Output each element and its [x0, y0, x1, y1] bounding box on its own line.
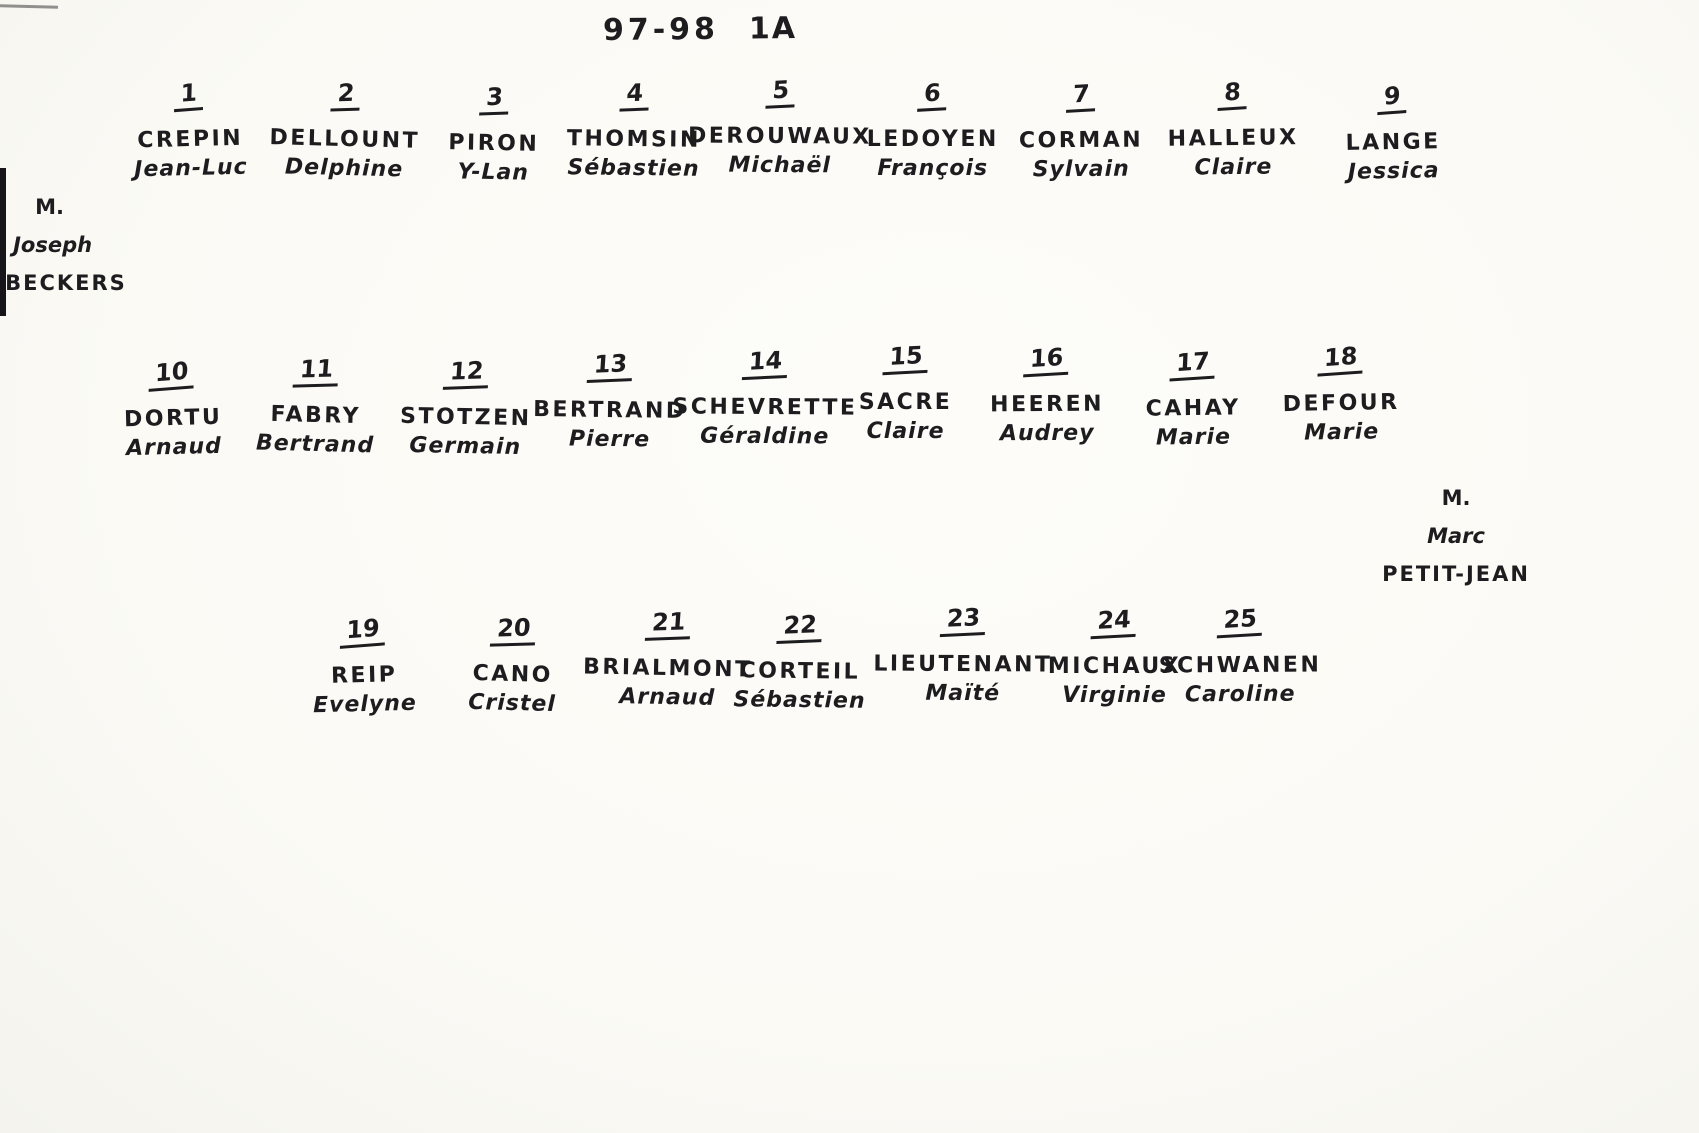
student-firstname: Germain — [408, 432, 521, 460]
seat-number: 14 — [741, 346, 788, 380]
seat-number: 10 — [149, 356, 195, 392]
student-surname: BERTRAND — [532, 397, 687, 425]
student-firstname: Sylvain — [1032, 157, 1130, 183]
student-surname: MICHAUX — [1047, 654, 1182, 680]
student-firstname: Marie — [1303, 419, 1379, 446]
student-entry — [310, 614, 416, 719]
student-surname: FABRY — [270, 401, 362, 429]
teacher-right — [1382, 479, 1530, 593]
seat-number: 21 — [645, 608, 693, 642]
teacher-left-line: BECKERS — [5, 271, 127, 296]
student-surname: SACRE — [858, 390, 953, 416]
student-entry — [989, 344, 1103, 447]
student-entry — [1145, 347, 1241, 450]
seat-number: 22 — [777, 610, 824, 644]
student-entry — [867, 79, 999, 181]
seat-number: 5 — [765, 75, 796, 108]
seat-number: 16 — [1023, 343, 1070, 378]
student-surname: LIEUTENANT — [873, 651, 1053, 678]
student-firstname: Caroline — [1185, 681, 1296, 708]
student-firstname: Y-Lan — [457, 159, 530, 186]
student-surname: HALLEUX — [1168, 125, 1300, 152]
seat-number: 8 — [1218, 77, 1248, 111]
student-surname: DEFOUR — [1282, 390, 1400, 418]
student-surname: CORMAN — [1018, 128, 1143, 154]
seat-number: 24 — [1091, 605, 1138, 640]
student-surname: CANO — [472, 661, 554, 689]
student-firstname: Bertrand — [255, 430, 375, 459]
student-entry — [132, 78, 248, 183]
student-firstname: Virginie — [1062, 683, 1167, 709]
student-entry — [1167, 77, 1299, 181]
seat-number: 19 — [340, 613, 386, 649]
seat-number: 13 — [587, 349, 634, 383]
seat-number: 11 — [293, 354, 341, 387]
student-surname: HEEREN — [989, 392, 1104, 418]
student-firstname: Audrey — [999, 421, 1095, 447]
seat-number: 2 — [330, 79, 361, 112]
student-firstname: Marie — [1155, 424, 1231, 451]
student-entry — [734, 610, 867, 714]
student-entry — [1159, 605, 1322, 708]
student-surname: SCHEVRETTE — [671, 394, 858, 421]
student-surname: PIRON — [448, 129, 540, 157]
student-surname: DELLOUNT — [269, 125, 421, 155]
student-firstname: François — [877, 156, 989, 182]
seat-number: 4 — [619, 79, 650, 112]
seat-number: 18 — [1317, 342, 1363, 377]
class-name-label: 1A — [748, 10, 798, 47]
teacher-right-line: M. — [1441, 486, 1471, 511]
student-firstname: Pierre — [568, 426, 651, 453]
student-surname: DORTU — [124, 404, 223, 433]
student-surname: THOMSIN — [566, 126, 701, 154]
student-surname: DEROUWAUX — [687, 123, 872, 150]
seat-number: 9 — [1378, 80, 1408, 114]
student-surname: LEDOYEN — [866, 127, 999, 153]
seat-number: 3 — [480, 82, 511, 115]
scan-corner-artifact — [0, 4, 58, 9]
student-entry — [468, 613, 558, 717]
teacher-left — [5, 188, 127, 302]
seat-number: 15 — [882, 341, 929, 376]
student-surname: CREPIN — [137, 126, 244, 154]
student-firstname: Géraldine — [699, 423, 829, 450]
student-firstname: Jessica — [1347, 157, 1440, 185]
student-firstname: Michaël — [728, 152, 831, 179]
student-firstname: Claire — [1194, 154, 1274, 181]
student-entry — [874, 603, 1054, 706]
seat-number: 20 — [490, 613, 538, 646]
teacher-left-line: Joseph — [13, 233, 93, 258]
student-entry — [533, 349, 688, 453]
student-firstname: Sébastien — [567, 155, 700, 183]
student-firstname: Jean-Luc — [134, 154, 249, 183]
seat-number: 25 — [1217, 604, 1264, 639]
student-entry — [123, 357, 224, 461]
student-surname: BRIALMONT — [582, 654, 753, 683]
student-firstname: Claire — [866, 419, 945, 445]
student-entry — [582, 607, 753, 712]
student-entry — [448, 82, 541, 186]
student-entry — [688, 75, 872, 178]
student-surname: CAHAY — [1145, 395, 1241, 422]
teacher-right-line: Marc — [1427, 524, 1485, 549]
student-entry — [566, 78, 701, 182]
student-surname: SCHWANEN — [1158, 652, 1322, 679]
page-title — [603, 11, 797, 48]
seat-number: 23 — [940, 603, 987, 637]
teacher-right-line: PETIT-JEAN — [1382, 562, 1530, 587]
student-surname: CORTEIL — [739, 657, 861, 685]
student-entry — [256, 353, 377, 458]
student-firstname: Sébastien — [733, 686, 866, 714]
student-firstname: Maïté — [925, 680, 1001, 707]
seat-number: 17 — [1169, 346, 1216, 381]
student-entry — [268, 77, 421, 183]
student-entry — [672, 346, 858, 449]
student-surname: REIP — [330, 662, 398, 690]
seat-number: 6 — [918, 78, 948, 112]
student-firstname: Delphine — [284, 154, 404, 183]
seat-number: 12 — [442, 356, 490, 390]
student-surname: STOTZEN — [399, 403, 532, 432]
student-entry — [399, 356, 532, 460]
student-firstname: Arnaud — [618, 684, 716, 712]
student-entry — [1345, 81, 1442, 185]
student-firstname: Arnaud — [126, 433, 223, 462]
student-entry — [1281, 342, 1400, 446]
seat-number: 1 — [175, 78, 205, 112]
student-entry — [859, 342, 953, 444]
student-surname: LANGE — [1345, 128, 1442, 156]
teacher-left-line: M. — [35, 195, 64, 220]
student-firstname: Evelyne — [312, 690, 417, 719]
school-year-label: 97-98 — [602, 11, 720, 49]
student-firstname: Cristel — [468, 690, 557, 718]
student-entry — [1018, 80, 1143, 183]
seat-number: 7 — [1065, 80, 1095, 114]
